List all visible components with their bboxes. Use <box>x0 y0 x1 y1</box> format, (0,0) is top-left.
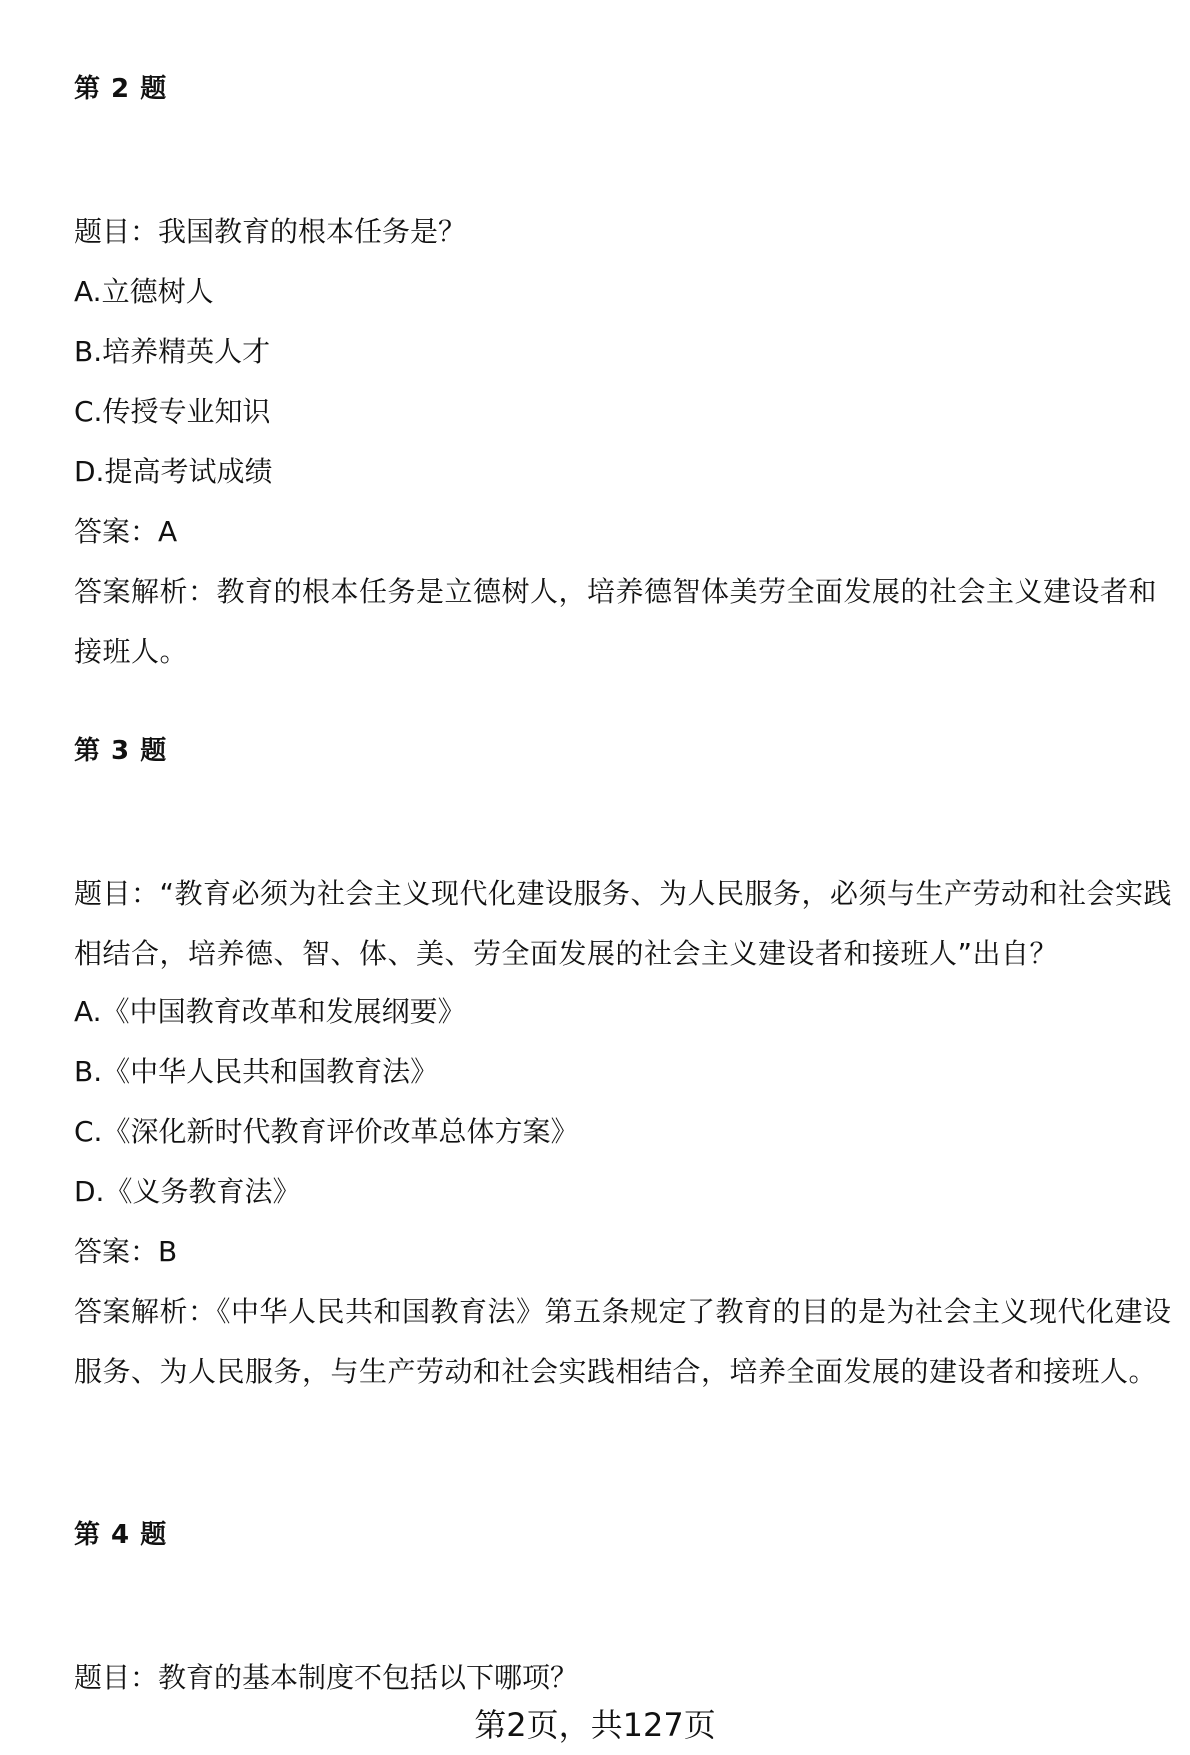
option-c: C.《深化新时代教育评价改革总体方案》 <box>74 1115 579 1148</box>
answer-explanation: 答案解析：教育的根本任务是立德树人，培养德智体美劳全面发展的社会主义建设者和接班人。 <box>74 575 1158 668</box>
page-number: 第2页，共127页 <box>474 1706 716 1744</box>
option-b: B.培养精英人才 <box>74 335 271 368</box>
question-heading: 第 2 题 <box>74 74 168 104</box>
option-a: A.立德树人 <box>74 275 214 308</box>
question-heading: 第 4 题 <box>74 1520 168 1550</box>
question-stem: 题目：我国教育的根本任务是？ <box>74 215 467 248</box>
question-stem: 题目：教育的基本制度不包括以下哪项？ <box>74 1661 579 1694</box>
option-d: D.提高考试成绩 <box>74 455 273 488</box>
option-b: B.《中华人民共和国教育法》 <box>74 1055 439 1088</box>
answer: 答案：A <box>74 515 178 548</box>
answer-explanation: 答案解析：《中华人民共和国教育法》第五条规定了教育的目的是为社会主义现代化建设服务、为人民服务，与生产劳动和社会实践相结合，培养全面发展的建设者和接班人。 <box>74 1295 1172 1388</box>
option-c: C.传授专业知识 <box>74 395 271 428</box>
option-a: A.《中国教育改革和发展纲要》 <box>74 995 466 1028</box>
answer: 答案：B <box>74 1235 178 1268</box>
question-heading: 第 3 题 <box>74 736 168 766</box>
question-stem: 题目：“教育必须为社会主义现代化建设服务、为人民服务，必须与生产劳动和社会实践相结合，培养德、智、体、美、劳全面发展的社会主义建设者和接班人”出自？ <box>74 877 1173 970</box>
option-d: D.《义务教育法》 <box>74 1175 301 1208</box>
